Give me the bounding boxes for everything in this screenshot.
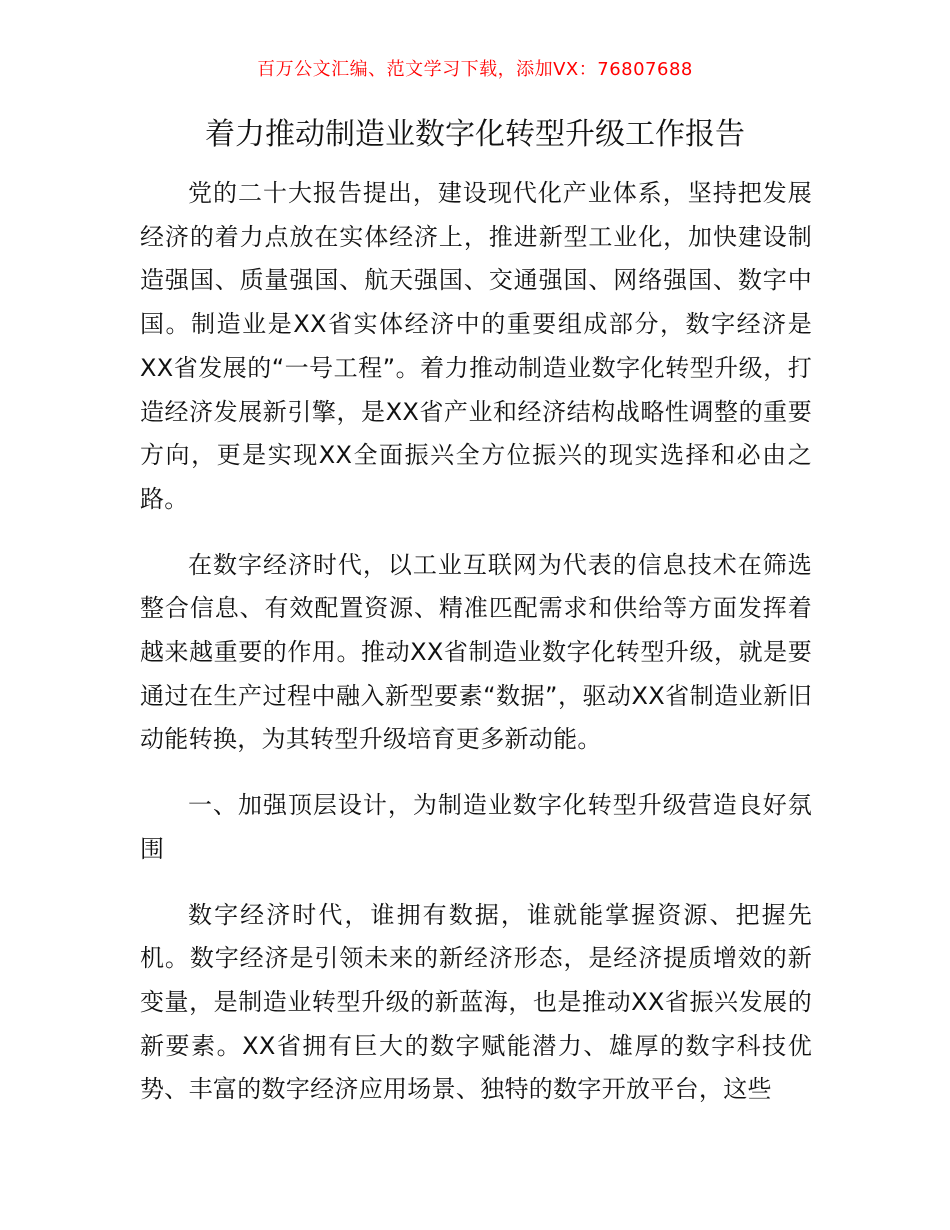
document-title: 着力推动制造业数字化转型升级工作报告 bbox=[205, 117, 745, 152]
paragraph-intro: 党的二十大报告提出，建设现代化产业体系，坚持把发展经济的着力点放在实体经济上，推进新型工业化，加快建设制造强国、质量强国、航天强国、交通强国、网络强国、数字中国。制造业是XX省实体经济中的重要组成部分，数字经济是XX省发展的“一号工程”。着力推动制造业数字化转型升级，打造经济发展新引擎，是XX省产业和经济结构战略性调整的重要方向，更是实现XX全面振兴全方位振兴的现实选择和必由之路。 bbox=[140, 179, 812, 513]
watermark-header: 百万公文汇编、范文学习下载，添加VX：76807688 bbox=[257, 59, 693, 80]
paragraph-data-economy: 数字经济时代，谁拥有数据，谁就能掌握资源、把握先机。数字经济是引领未来的新经济形态，是经济提质增效的新变量，是制造业转型升级的新蓝海，也是推动XX省振兴发展的新要素。XX省拥有巨大的数字赋能潜力、雄厚的数字科技优势、丰富的数字经济应用场景、独特的数字开放平台，这些 bbox=[140, 900, 812, 1104]
document-body bbox=[140, 172, 812, 1134]
section-heading-1: 一、加强顶层设计，为制造业数字化转型升级营造良好氛围 bbox=[140, 791, 812, 863]
paragraph-digital-era: 在数字经济时代，以工业互联网为代表的信息技术在筛选整合信息、有效配置资源、精准匹配需求和供给等方面发挥着越来越重要的作用。推动XX省制造业数字化转型升级，就是要通过在生产过程中融入新型要素“数据”，驱动XX省制造业新旧动能转换，为其转型升级培育更多新动能。 bbox=[140, 550, 812, 754]
